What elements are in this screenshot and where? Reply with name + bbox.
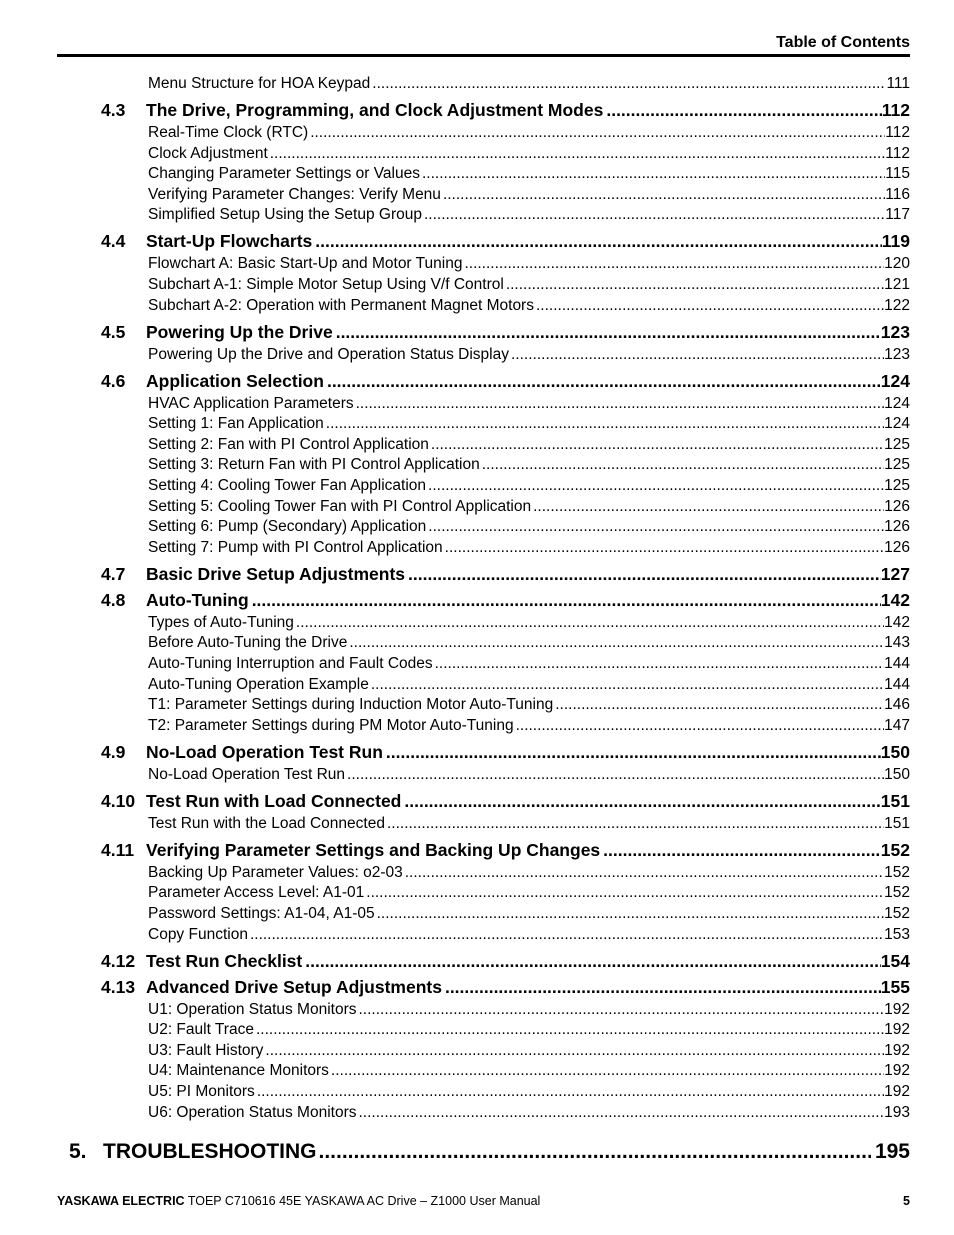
toc-page-number: 126 xyxy=(884,518,910,536)
toc-chapter-entry[interactable] xyxy=(69,1140,910,1168)
toc-page-number: 147 xyxy=(884,716,910,734)
toc-section-entry[interactable] xyxy=(101,791,910,813)
toc-dot-leader xyxy=(263,1042,884,1060)
toc-entry-number: 4.4 xyxy=(101,231,126,252)
toc-page-number: 126 xyxy=(884,538,910,556)
toc-subentry[interactable] xyxy=(148,634,910,654)
toc-page-number: 120 xyxy=(884,255,910,273)
toc-dot-leader xyxy=(480,456,884,474)
toc-dot-leader xyxy=(329,1062,884,1080)
toc-section-entry[interactable] xyxy=(101,590,910,612)
toc-page-number: 150 xyxy=(880,741,910,762)
toc-subentry[interactable] xyxy=(148,145,910,165)
toc-page-number: 146 xyxy=(884,696,910,714)
toc-page-number: 117 xyxy=(885,206,910,224)
toc-subentry[interactable] xyxy=(148,456,910,476)
toc-entry-title: Copy Function xyxy=(148,925,248,943)
toc-subentry[interactable] xyxy=(148,165,910,185)
toc-subentry[interactable] xyxy=(148,206,910,226)
toc-entry-title: Auto-Tuning xyxy=(146,589,249,610)
page-footer xyxy=(57,1194,910,1208)
toc-entry-title: Types of Auto-Tuning xyxy=(148,613,294,631)
toc-subentry[interactable] xyxy=(148,276,910,296)
toc-dot-leader xyxy=(420,165,885,183)
toc-dot-leader xyxy=(268,145,886,163)
footer-page-number: 5 xyxy=(903,1194,910,1208)
toc-entry-title: Setting 6: Pump (Secondary) Application xyxy=(148,518,427,536)
toc-dot-leader xyxy=(426,477,884,495)
toc-dot-leader xyxy=(364,884,884,902)
toc-page-number: 112 xyxy=(881,100,910,120)
toc-dot-leader xyxy=(403,864,884,882)
toc-subentry[interactable] xyxy=(148,766,910,786)
toc-dot-leader xyxy=(369,676,884,694)
toc-entry-title: Setting 5: Cooling Tower Fan with PI Control Application xyxy=(148,497,532,515)
toc-dot-leader xyxy=(375,905,885,923)
toc-entry-number: 5. xyxy=(69,1139,87,1163)
toc-dot-leader xyxy=(443,539,884,557)
toc-section-entry[interactable] xyxy=(101,840,910,862)
toc-dot-leader xyxy=(603,100,881,121)
toc-page-number: 125 xyxy=(884,435,910,453)
toc-entry-number: 4.5 xyxy=(101,321,126,342)
toc-dot-leader xyxy=(294,614,884,632)
toc-entry-title: U5: PI Monitors xyxy=(148,1083,255,1100)
toc-dot-leader xyxy=(433,655,885,673)
toc-entry-title: Test Run with Load Connected xyxy=(146,790,402,811)
toc-section-entry[interactable] xyxy=(101,742,910,764)
toc-entry-title: No-Load Operation Test Run xyxy=(146,741,383,762)
toc-dot-leader xyxy=(531,498,884,516)
toc-dot-leader xyxy=(347,634,884,652)
toc-page-number: 124 xyxy=(884,394,910,412)
toc-entry-title: Powering Up the Drive xyxy=(146,321,333,342)
toc-page-number: 127 xyxy=(880,563,910,584)
toc-entry-title: Before Auto-Tuning the Drive xyxy=(148,634,348,652)
toc-entry-title: Simplified Setup Using the Setup Group xyxy=(148,206,422,224)
toc-dot-leader xyxy=(357,1104,885,1122)
toc-page-number: 155 xyxy=(880,976,910,997)
toc-page-number: 153 xyxy=(884,925,910,943)
toc-entry-title: Setting 7: Pump with PI Control Application xyxy=(148,538,443,556)
toc-dot-leader xyxy=(254,1021,884,1039)
toc-entry-title: Test Run with the Load Connected xyxy=(148,814,385,832)
toc-entry-title: Setting 2: Fan with PI Control Application xyxy=(148,435,429,453)
toc-entry-number: 4.13 xyxy=(101,976,136,997)
toc-entry-title: Test Run Checklist xyxy=(146,950,303,971)
toc-entry-title: Setting 1: Fan Application xyxy=(148,415,324,433)
running-header-title: Table of Contents xyxy=(776,34,910,51)
toc-dot-leader xyxy=(504,276,884,294)
toc-dot-leader xyxy=(429,436,884,454)
toc-dot-leader xyxy=(308,124,885,142)
toc-page-number: 142 xyxy=(880,589,910,610)
toc-entry-title: Changing Parameter Settings or Values xyxy=(148,165,420,183)
toc-subentry[interactable] xyxy=(148,614,910,634)
toc-page-number: 119 xyxy=(881,231,910,252)
toc-entry-title: U4: Maintenance Monitors xyxy=(148,1062,329,1080)
toc-dot-leader xyxy=(324,371,881,392)
toc-dot-leader xyxy=(509,346,884,364)
toc-dot-leader xyxy=(462,255,884,273)
toc-entry-number: 4.3 xyxy=(101,100,126,120)
toc-entry-title: Advanced Drive Setup Adjustments xyxy=(146,976,442,997)
toc-subentry[interactable] xyxy=(148,1042,910,1062)
toc-entry-title: U3: Fault History xyxy=(148,1041,264,1059)
toc-section-entry[interactable] xyxy=(101,100,910,122)
header-rule xyxy=(57,54,910,57)
toc-page-number: 193 xyxy=(884,1103,910,1121)
toc-entry-title: TROUBLESHOOTING xyxy=(103,1139,317,1163)
toc-page-number: 123 xyxy=(880,321,910,342)
toc-entry-title: Menu Structure for HOA Keypad xyxy=(148,75,371,92)
toc-entry-title: T2: Parameter Settings during PM Motor Auto-Tuning xyxy=(148,716,514,734)
toc-subentry[interactable] xyxy=(148,884,910,904)
toc-page-number: 152 xyxy=(884,884,910,902)
toc-entry-number: 4.7 xyxy=(101,563,126,584)
toc-subentry[interactable] xyxy=(148,926,910,946)
toc-entry-number: 4.11 xyxy=(101,839,135,860)
toc-subentry[interactable] xyxy=(148,395,910,415)
toc-page-number: 192 xyxy=(884,1041,910,1059)
toc-dot-leader xyxy=(553,696,884,714)
toc-subentry[interactable] xyxy=(148,186,910,206)
toc-dot-leader xyxy=(357,1001,885,1019)
toc-entry-title: T1: Parameter Settings during Induction Motor Auto-Tuning xyxy=(148,696,554,714)
toc-page-number: 121 xyxy=(884,276,910,293)
toc-dot-leader xyxy=(442,977,881,998)
toc-dot-leader xyxy=(354,395,885,413)
toc-entry-title: Backing Up Parameter Values: o2-03 xyxy=(148,863,403,881)
toc-subentry[interactable] xyxy=(148,815,910,835)
toc-page-number: 192 xyxy=(884,1000,910,1018)
toc-subentry[interactable] xyxy=(148,539,910,559)
toc-subentry[interactable] xyxy=(148,717,910,737)
toc-entry-number: 4.12 xyxy=(101,950,136,971)
toc-page-number: 125 xyxy=(884,456,910,474)
toc-page-number: 144 xyxy=(884,675,910,693)
toc-page-number: 112 xyxy=(885,144,910,162)
toc-dot-leader xyxy=(405,564,881,585)
toc-entry-title: Auto-Tuning Operation Example xyxy=(148,675,369,693)
toc-page-number: 111 xyxy=(886,75,910,92)
toc-entry-title: Real-Time Clock (RTC) xyxy=(148,124,309,141)
toc-subentry[interactable] xyxy=(148,1104,910,1124)
toc-entry-title: Verifying Parameter Settings and Backing Up Changes xyxy=(146,839,601,860)
toc-entry-title: Subchart A-1: Simple Motor Setup Using V/f Control xyxy=(148,276,504,293)
toc-section-entry[interactable] xyxy=(101,564,910,586)
toc-page-number: 151 xyxy=(880,790,910,811)
toc-entry-number: 4.9 xyxy=(101,741,126,762)
toc-entry-title: Basic Drive Setup Adjustments xyxy=(146,563,406,584)
toc-subentry[interactable] xyxy=(148,346,910,366)
toc-dot-leader xyxy=(324,415,884,433)
toc-subentry[interactable] xyxy=(148,1001,910,1021)
toc-entry-title: Password Settings: A1-04, A1-05 xyxy=(148,905,375,922)
toc-dot-leader xyxy=(600,840,881,861)
toc-page-number: 122 xyxy=(884,296,910,314)
toc-page-number: 116 xyxy=(885,185,910,203)
toc-dot-leader xyxy=(534,297,884,315)
toc-entry-title: Powering Up the Drive and Operation Status Display xyxy=(148,345,509,363)
toc-page-number: 150 xyxy=(884,765,910,783)
toc-subentry[interactable] xyxy=(148,498,910,518)
toc-entry-title: Verifying Parameter Changes: Verify Menu xyxy=(148,185,441,203)
toc-subentry[interactable] xyxy=(148,1021,910,1041)
footer-doc-info xyxy=(57,1194,540,1208)
toc-section-entry[interactable] xyxy=(101,371,910,393)
toc-entry-title: Subchart A-2: Operation with Permanent Magnet Motors xyxy=(148,296,534,314)
toc-dot-leader xyxy=(385,815,884,833)
toc-page-number: 143 xyxy=(884,634,910,652)
toc-subentry[interactable] xyxy=(148,696,910,716)
toc-dot-leader xyxy=(302,951,881,972)
toc-entry-title: Auto-Tuning Interruption and Fault Codes xyxy=(148,655,433,672)
toc-subentry[interactable] xyxy=(148,518,910,538)
toc-subentry[interactable] xyxy=(148,75,910,95)
toc-dot-leader xyxy=(514,717,885,735)
toc-page-number: 192 xyxy=(884,1021,910,1039)
toc-page-number: 192 xyxy=(884,1083,910,1100)
toc-entry-title: The Drive, Programming, and Clock Adjustment Modes xyxy=(146,100,604,120)
toc-dot-leader xyxy=(441,186,885,204)
toc-page-number: 112 xyxy=(885,124,910,141)
toc-subentry[interactable] xyxy=(148,477,910,497)
toc-subentry[interactable] xyxy=(148,864,910,884)
toc-entry-number: 4.6 xyxy=(101,370,126,391)
toc-page-number: 124 xyxy=(880,370,910,391)
toc-section-entry[interactable] xyxy=(101,322,910,344)
toc-subentry[interactable] xyxy=(148,415,910,435)
toc-page-number: 115 xyxy=(885,165,910,183)
toc-entry-title: Setting 3: Return Fan with PI Control Application xyxy=(148,456,480,474)
toc-page-number: 151 xyxy=(884,814,910,832)
toc-page-number: 154 xyxy=(880,950,910,971)
toc-subentry[interactable] xyxy=(148,676,910,696)
toc-dot-leader xyxy=(383,742,881,763)
toc-page-number: 152 xyxy=(884,905,910,922)
toc-dot-leader xyxy=(248,926,884,944)
toc-dot-leader xyxy=(249,590,881,611)
toc-section-entry[interactable] xyxy=(101,951,910,973)
toc-dot-leader xyxy=(426,518,884,536)
toc-dot-leader xyxy=(312,231,881,252)
toc-entry-title: Start-Up Flowcharts xyxy=(146,231,313,252)
toc-dot-leader xyxy=(333,322,881,343)
toc-page-number: 142 xyxy=(884,613,910,631)
toc-subentry[interactable] xyxy=(148,436,910,456)
toc-entry-number: 4.8 xyxy=(101,589,126,610)
toc-subentry[interactable] xyxy=(148,297,910,317)
toc-page-number: 125 xyxy=(884,477,910,494)
toc-dot-leader xyxy=(370,75,886,93)
footer-doc-title: TOEP C710616 45E YASKAWA AC Drive – Z1000 User Manual xyxy=(187,1194,541,1208)
toc-subentry[interactable] xyxy=(148,905,910,925)
toc-page-number: 152 xyxy=(884,863,910,881)
toc-dot-leader xyxy=(401,791,880,812)
toc-page-number: 124 xyxy=(884,415,910,433)
toc-subentry[interactable] xyxy=(148,1083,910,1103)
toc-page-number: 144 xyxy=(884,655,910,672)
toc-entry-title: Parameter Access Level: A1-01 xyxy=(148,884,365,902)
toc-section-entry[interactable] xyxy=(101,977,910,999)
toc-entry-title: U6: Operation Status Monitors xyxy=(148,1103,357,1121)
toc-subentry[interactable] xyxy=(148,124,910,144)
toc-page-number: 192 xyxy=(884,1062,910,1080)
toc-subentry[interactable] xyxy=(148,255,910,275)
footer-brand: YASKAWA ELECTRIC xyxy=(57,1194,185,1208)
toc-entry-title: Setting 4: Cooling Tower Fan Application xyxy=(148,477,427,494)
toc-entry-title: HVAC Application Parameters xyxy=(148,394,354,412)
toc-page-number: 195 xyxy=(874,1139,910,1163)
toc-dot-leader xyxy=(255,1083,884,1101)
toc-entry-title: U1: Operation Status Monitors xyxy=(148,1000,357,1018)
toc-section-entry[interactable] xyxy=(101,231,910,253)
toc-page-number: 152 xyxy=(880,839,910,860)
toc-dot-leader xyxy=(317,1140,871,1164)
toc-entry-title: U2: Fault Trace xyxy=(148,1021,254,1039)
toc-dot-leader xyxy=(422,206,885,224)
toc-entry-title: Clock Adjustment xyxy=(148,144,268,162)
toc-page-number: 123 xyxy=(884,345,910,363)
toc-entry-number: 4.10 xyxy=(101,790,136,811)
toc-subentry[interactable] xyxy=(148,655,910,675)
toc-entry-title: Application Selection xyxy=(146,370,324,391)
toc-dot-leader xyxy=(345,766,884,784)
toc-subentry[interactable] xyxy=(148,1062,910,1082)
toc-entry-title: Flowchart A: Basic Start-Up and Motor Tuning xyxy=(148,255,463,273)
toc-entry-title: No-Load Operation Test Run xyxy=(148,765,346,783)
toc-page-number: 126 xyxy=(884,497,910,515)
